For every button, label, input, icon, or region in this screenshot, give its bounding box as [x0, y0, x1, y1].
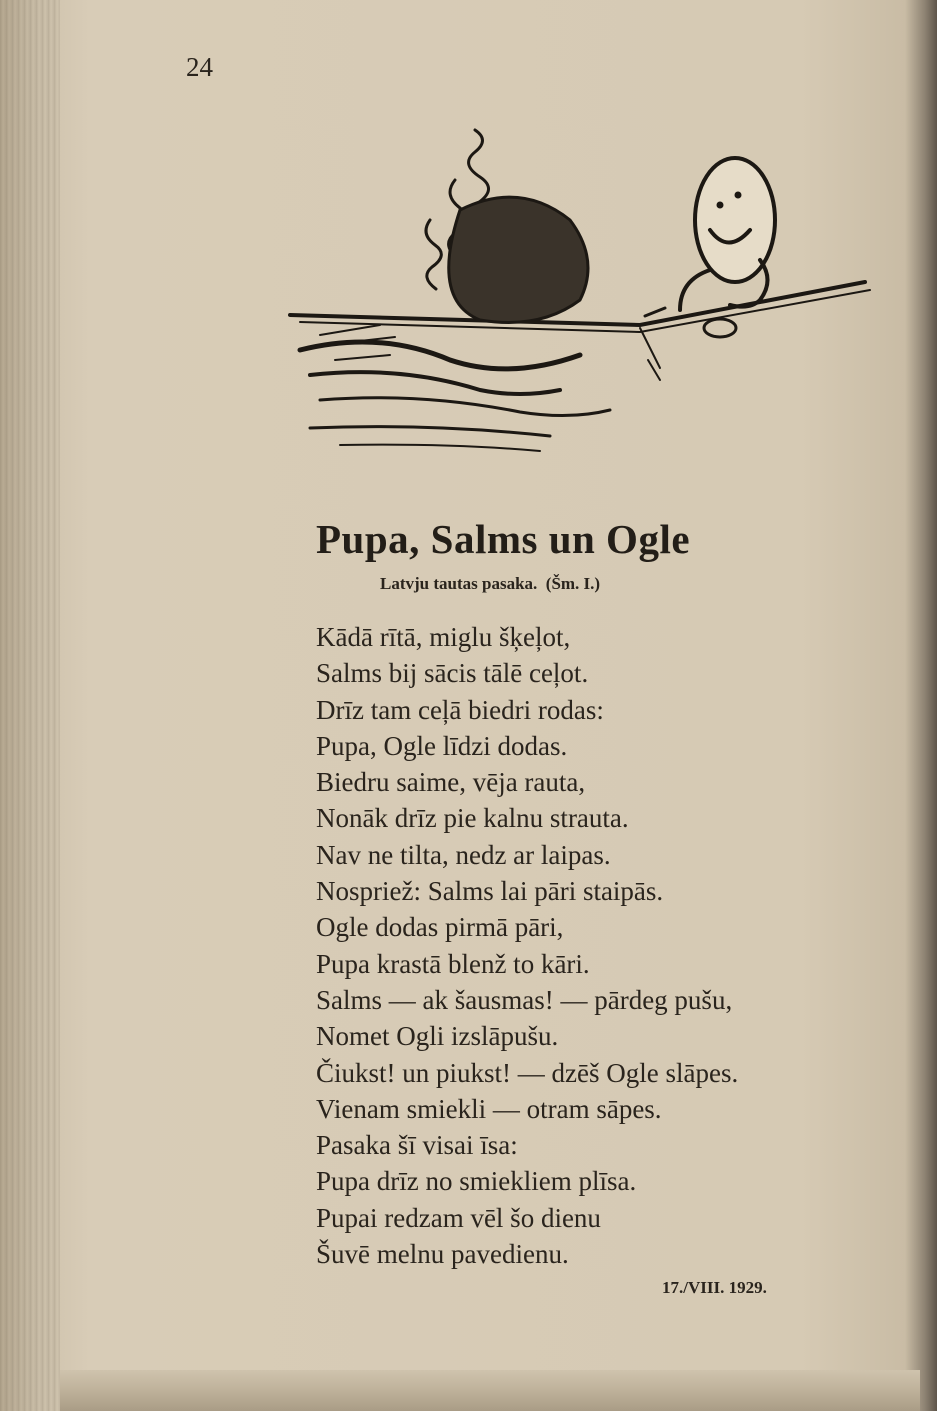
poem-line: Pupa, Ogle līdzi dodas.	[316, 730, 568, 761]
poem-line: Pasaka šī visai īsa:	[316, 1130, 518, 1161]
bean-straw-coal-illustration	[280, 110, 880, 470]
page-bottom-edge	[60, 1370, 920, 1411]
poem-line: Biedru saime, vēja rauta,	[316, 767, 586, 798]
poem-line: Kādā rītā, miglu šķeļot,	[316, 622, 571, 652]
page-binding-edge	[0, 0, 60, 1411]
poem-line: Nomet Ogli izslāpušu.	[316, 1021, 559, 1052]
poem-line: Salms bij sācis tālē ceļot.	[316, 658, 589, 689]
poem-line: Nav ne tilta, nedz ar laipas.	[316, 839, 611, 870]
poem-line: Nospriež: Salms lai pāri staipās.	[316, 876, 664, 907]
poem-line: Pupai redzam vēl šo dienu	[316, 1202, 601, 1233]
story-subtitle: Latvju tautas pasaka. (Šm. I.)	[380, 574, 601, 593]
poem	[316, 619, 876, 1272]
story-title: Pupa, Salms un Ogle	[316, 516, 691, 562]
poem-line: Šuvē melnu pavedienu.	[316, 1239, 569, 1270]
poem-line: Pupa krastā blenž to kāri.	[316, 948, 590, 979]
poem-line: Čiukst! un piukst! — dzēš Ogle slāpes.	[316, 1057, 739, 1088]
page-number: 24	[186, 52, 213, 82]
poem-line: Vienam smiekli — otram sāpes.	[316, 1093, 662, 1124]
poem-line: Nonāk drīz pie kalnu strauta.	[316, 803, 629, 834]
poem-line: Ogle dodas pirmā pāri,	[316, 912, 564, 943]
poem-line: Salms — ak šausmas! — pārdeg pušu,	[316, 984, 733, 1015]
poem-line: Drīz tam ceļā biedri rodas:	[316, 694, 604, 725]
poem-date: 17./VIII. 1929.	[662, 1278, 767, 1297]
poem-line: Pupa drīz no smiekliem plīsa.	[316, 1166, 637, 1197]
